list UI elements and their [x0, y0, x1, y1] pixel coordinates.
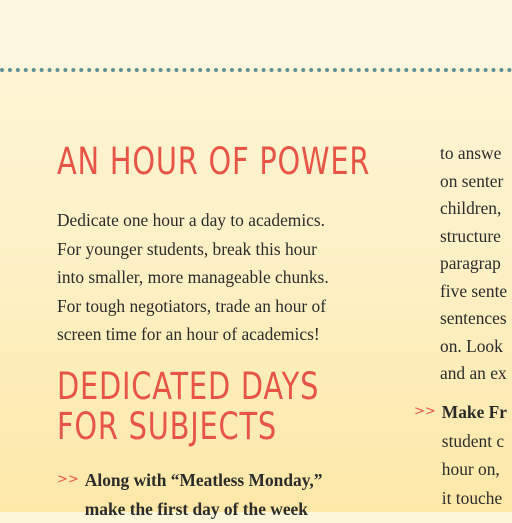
heading-line-1: DEDICATED DAYS — [57, 365, 320, 408]
bullet-item-meatless-monday — [57, 466, 387, 523]
section-heading-dedicated-days — [57, 367, 319, 447]
right-bullet-lead: Make Fr — [441, 402, 507, 422]
bullet-text: Along with “Meatless Monday,” make the first day of the week — [84, 470, 323, 519]
right-column-bullet — [414, 398, 512, 512]
double-chevron-icon: >> — [414, 404, 436, 419]
right-bullet-body: student c hour on, it touche — [441, 430, 505, 508]
section-body-hour-of-power: Dedicate one hour a day to academics. For younger students, break this hour into smaller, more manageable chunks. For tough negotiators, trade an hour of screen time for an hour of academics! — [57, 210, 329, 344]
right-column-body: to answe on senter children, structure paragrap five sente sentences on. Look and an ex — [440, 143, 508, 383]
dotted-divider — [0, 68, 512, 72]
right-bullet-text — [442, 398, 507, 512]
section-heading-hour-of-power: AN HOUR OF POWER — [57, 140, 371, 183]
double-chevron-icon: >> — [57, 472, 79, 487]
top-band — [0, 0, 512, 68]
heading-line-2: FOR SUBJECTS — [57, 405, 277, 448]
